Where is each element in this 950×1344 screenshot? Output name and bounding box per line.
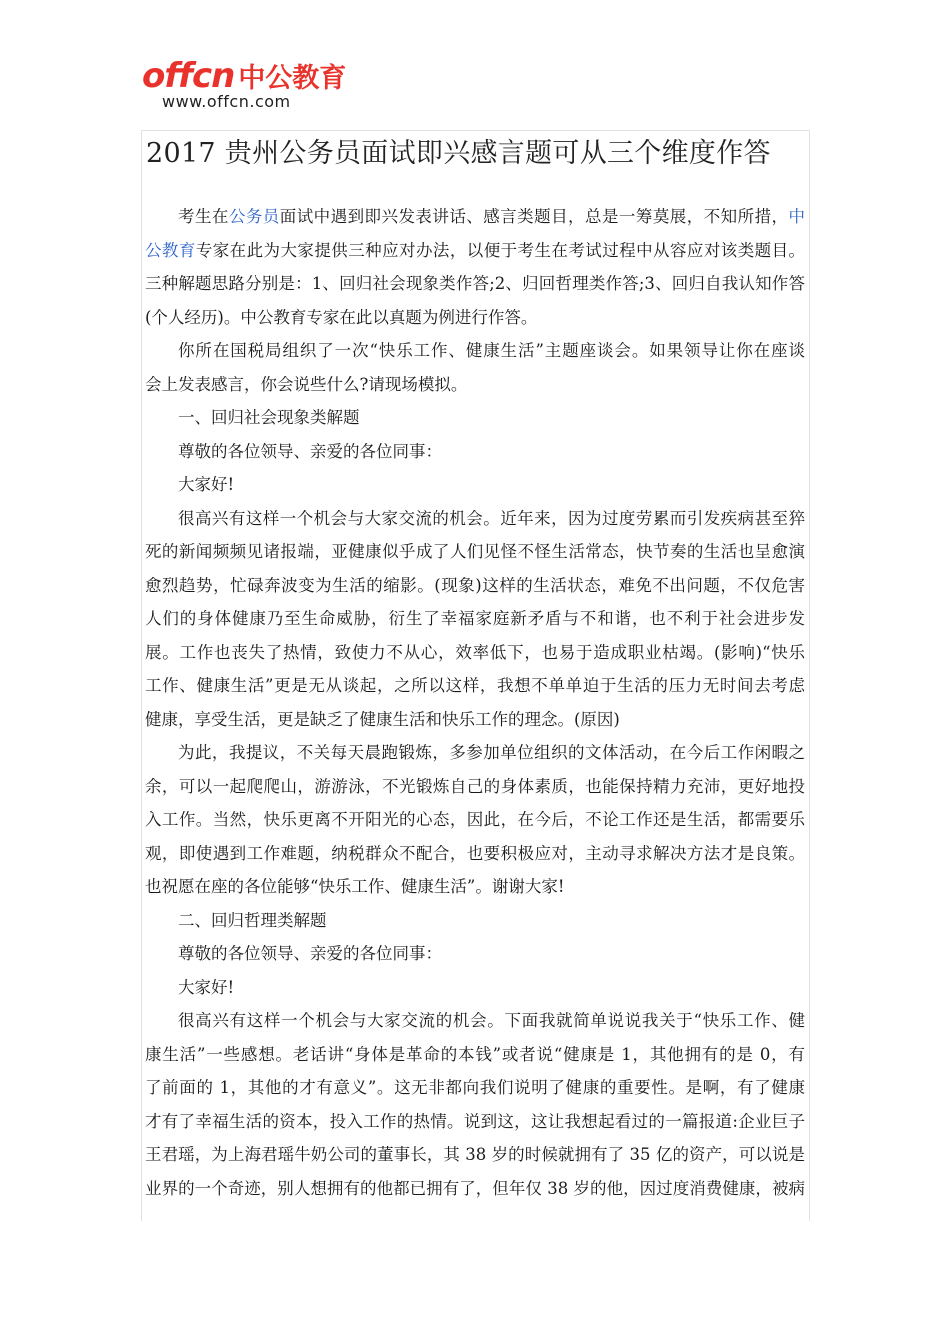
text-line: 展。工作也丧失了热情，致使力不从心，效率低下，也易于造成职业枯竭。(影响)“快乐	[145, 642, 805, 662]
text-line: 你所在国税局组织了一次“快乐工作、健康生活”主题座谈会。如果领导让你在座谈	[178, 341, 805, 360]
text-line: 了前面的 1，其他的才有意义”。这无非都向我们说明了健康的重要性。是啊，有了健康	[145, 1078, 805, 1097]
link-civil-servant[interactable]: 公务员	[228, 207, 280, 226]
logo-url: www.offcn.com	[162, 92, 291, 111]
logo-wordmark	[142, 56, 346, 96]
text-line: 死的新闻频频见诸报端，亚健康似乎成了人们见怪不怪生活常态，快节奏的生活也呈愈演	[145, 542, 805, 561]
article-body	[145, 200, 805, 1205]
article-title: 2017 贵州公务员面试即兴感言题可从三个维度作答	[146, 138, 771, 169]
section-heading: 一、回归社会现象类解题	[178, 408, 360, 427]
text-line: 会上发表感言，你会说些什么?请现场模拟。	[145, 374, 468, 394]
text-line: 才有了幸福生活的资本，投入工作的热情。说到这，这让我想起看过的一篇报道:企业巨子	[145, 1111, 805, 1131]
text-line: (个人经历)。中公教育专家在此以真题为例进行作答。	[145, 307, 538, 327]
offcn-logo[interactable]	[142, 56, 347, 120]
text-line: 入工作。当然，快乐更离不开阳光的心态，因此，在今后，不论工作还是生活，都需要乐	[145, 810, 805, 829]
text-segment: 专家在此为大家提供三种应对办法，以便于考生在考试过程中从容应对该类题目。	[195, 240, 806, 260]
text-line: 人们的身体健康乃至生命威胁，衍生了幸福家庭新矛盾与不和谐，也不利于社会进步发	[145, 609, 805, 628]
section-heading: 二、回归哲理类解题	[178, 910, 327, 930]
text-line: 业界的一个奇迹，别人想拥有的他都已拥有了，但年仅 38 岁的他，因过度消费健康，被病	[145, 1178, 805, 1198]
text-line: 余，可以一起爬爬山，游游泳，不光锻炼自己的身体素质，也能保持精力充沛，更好地投	[145, 776, 805, 796]
logo-brand-cn: 中公教育	[238, 63, 347, 94]
link-offcn-part2[interactable]: 公教育	[145, 240, 196, 260]
text-segment: 考生在	[178, 207, 229, 226]
text-line: 也祝愿在座的各位能够“快乐工作、健康生活”。谢谢大家!	[145, 877, 565, 896]
text-line: 愈烈趋势，忙碌奔波变为生活的缩影。(现象)这样的生活状态，难免不出问题，不仅危害	[145, 575, 805, 595]
text-line: 很高兴有这样一个机会与大家交流的机会。下面我就简单说说我关于“快乐工作、健	[178, 1011, 805, 1030]
logo-brand-en: offcn	[142, 56, 235, 96]
text-line: 王君瑶，为上海君瑶牛奶公司的董事长，其 38 岁的时候就拥有了 35 亿的资产，可以说是	[145, 1145, 805, 1164]
greeting-line: 大家好!	[178, 475, 235, 494]
text-segment: 面试中遇到即兴发表讲话、感言类题目，总是一筹莫展，不知所措，	[279, 207, 789, 226]
text-line	[145, 200, 805, 234]
text-line: 三种解题思路分别是：1、回归社会现象类作答;2、归回哲理类作答;3、回归自我认知作答	[145, 274, 805, 293]
greeting-line: 尊敬的各位领导、亲爱的各位同事：	[178, 944, 442, 963]
text-line	[145, 234, 805, 268]
text-line: 康生活”一些感想。老话讲“身体是革命的本钱”或者说“健康是 1，其他拥有的是 0，有	[145, 1044, 805, 1064]
text-line: 为此，我提议，不关每天晨跑锻炼，多参加单位组织的文体活动，在今后工作闲暇之	[178, 743, 805, 762]
greeting-line: 大家好!	[178, 977, 235, 997]
text-line: 很高兴有这样一个机会与大家交流的机会。近年来，因为过度劳累而引发疾病甚至猝	[178, 508, 805, 528]
text-line: 健康，享受生活，更是缺乏了健康生活和快乐工作的理念。(原因)	[145, 709, 620, 729]
text-line: 观，即使遇到工作难题，纳税群众不配合，也要积极应对，主动寻求解决方法才是良策。	[145, 843, 805, 863]
link-offcn-part1[interactable]: 中	[788, 207, 806, 226]
text-line: 工作、健康生活”更是无从谈起，之所以这样，我想不单单迫于生活的压力无时间去考虑	[145, 676, 805, 695]
greeting-line: 尊敬的各位领导、亲爱的各位同事：	[178, 441, 442, 461]
